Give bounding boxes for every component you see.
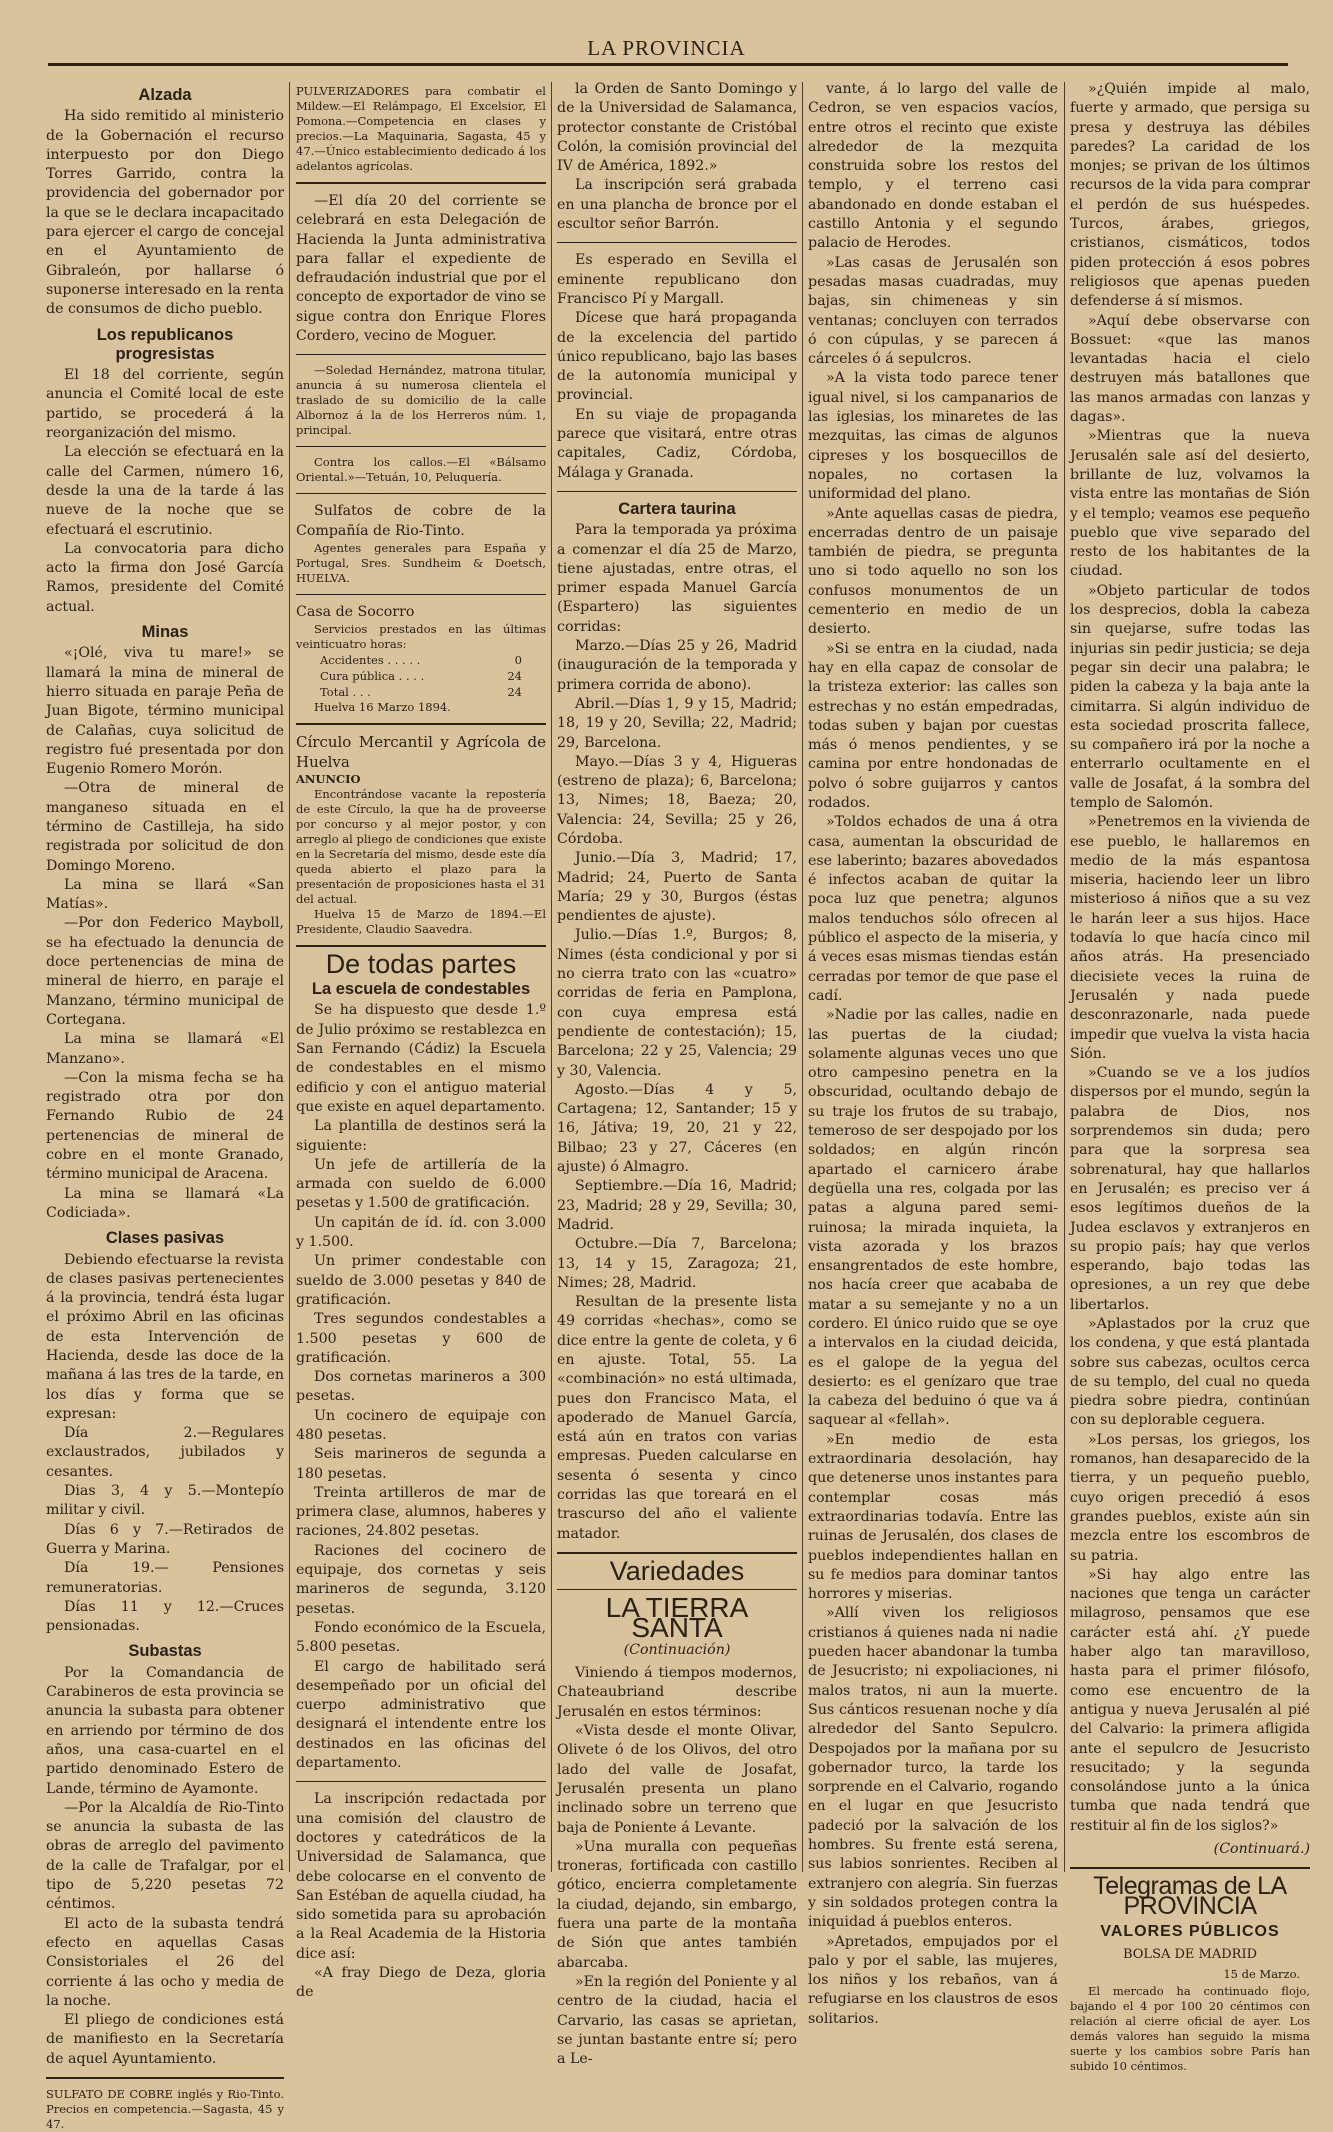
article-title-tierra-santa: LA TIERRA SANTA [605,1592,749,1643]
valores-title: VALORES PÚBLICOS [1100,1922,1280,1940]
column-2 [296,80,546,2001]
article-paragraph: Es esperado en Sevilla el eminente republicano don Francisco Pí y Margall. [557,252,797,307]
article-paragraph: La mina se llamará «El Manzano». [46,1031,284,1067]
article-paragraph: El acto de la subasta tendrá efecto en aquellas Casas Consistoriales el 26 del corriente á las ocho y media de la noche. [46,1915,284,2009]
article-paragraph: Treinta artilleros de mar de primera clase, alumnos, haberes y raciones, 24.802 pesetas. [296,1484,546,1540]
socorro-row [296,684,546,700]
article-paragraph: Junio.—Día 3, Madrid; 17, Madrid; 24, Puerto de Santa María; 29 y 30, Burgos (éstas pendientes de ajuste). [557,850,797,925]
article-paragraph: Para la temporada ya próxima a comenzar el día 25 de Marzo, tiene ajustadas, entre otras, el primer espada Manuel García (Espartero) las siguientes corridas: [557,522,797,635]
section-title-de-todas-partes: De todas partes [325,948,517,979]
section-title-minas: Minas [141,623,189,642]
socorro-date: Huelva 16 Marzo 1894. [314,700,451,715]
article-paragraph: »Si hay algo entre las naciones que tenga un carácter milagroso, pensamos que ese carácter está ahí. ¿Y puede haber algo tan maravilloso, hasta para el primer filósofo, como ese encuentro de la antigua y nueva Jerusalén al pié del Calvario: la primera afligida ante el sepulcro de Jesucristo resucitado; y la segunda consolándose junto a la única tumba que nada tendrá que restituir al fin de los siglos?» [1070,1566,1310,1834]
ad-callos: Contra los callos.—El «Bálsamo Oriental.»—Tetuán, 10, Peluquería. [296,455,546,485]
socorro-intro: Servicios prestados en las últimas veinticuatro horas: [296,622,546,652]
article-paragraph: El pliego de condiciones está de manifiesto en la Secretaría de aquel Ayuntamiento. [46,2012,284,2067]
article-paragraph: Un jefe de artillería de la armada con sueldo de 6.000 pesetas y 1.500 de gratificación. [296,1156,546,1212]
article-paragraph: »Cuando se ve a los judíos dispersos por el mundo, según la palabra de Dios, nos sorprendemos sin duda; pero para que la sorpresa sea sobrenatural, hay que hallarlos en Jerusalén; es preciso ver á esos legítimos dueños de la Judea esclavos y extranjeros en su propio país; hay que verlos esperando, bajo todas las opresiones, a un rey que debe libertarlos. [1070,1065,1310,1313]
article-paragraph: »Aquí debe observarse con Bossuet: «que las manos levantadas hacia el cielo destruyen más batallones que las manos armadas con lanzas y dagas». [1070,312,1310,426]
article-paragraph: En su viaje de propaganda parece que visitará, entre otras capitales, Cadiz, Córdoba, Málaga y Granada. [557,406,797,481]
continuacion-label: (Continuación) [623,1641,731,1658]
article-paragraph: Tres segundos condestables a 1.500 pesetas y 600 de gratificación. [296,1311,546,1366]
article-paragraph: »A la vista todo parece tener igual nivel, si los campanarios de las iglesias, los minaretes de las mezquitas, las cimas de algunos cipreses y los bosquecillos de nopales, no cortasen la uniformidad del plano. [808,370,1058,503]
article-paragraph: Fondo económico de la Escuela, 5.800 pesetas. [296,1619,546,1656]
divider [557,1552,797,1554]
socorro-label: Accidentes . . . . . [320,653,421,668]
article-paragraph: »Nadie por las calles, nadie en las puertas de la ciudad; solamente algunas veces uno que otro campesino penetra en la obscuridad, ocultando debajo de su traje los frutos de su trabajo, temeroso de ser despojado por los soldados; en algún rincón apartado el carnicero árabe degüella una res, colgada por las patas a alguna pared semi-ruinosa; la mirada inquieta, la vista azorada y los brazos ensangrentados de este hombre, nos hacía creer que acababa de matar a su semejante y no a un cordero. El único ruido que se oye a intervalos en la ciudad deicida, es el galope de la yegua del desierto: es el genízaro que trae la cabeza del beduino ó que va á saquear al «fellah». [808,1007,1058,1429]
continuara-label: (Continuará.) [1213,1841,1310,1858]
article-paragraph: »Ante aquellas casas de piedra, encerradas dentro de un paisaje también de piedra, se pregunta uno si todo aquello no son los confusos monumentos de un cementerio en medio de un desierto. [808,505,1058,638]
column-separator [802,82,803,1872]
article-paragraph: La elección se efectuará en la calle del Carmen, número 16, desde la una de la tarde á las nueve de la noche que se efectuará el escrutinio. [46,444,284,538]
article-paragraph: Un cocinero de equipaje con 480 pesetas. [296,1407,546,1443]
article-paragraph: Raciones del cocinero de equipaje, dos cornetas y seis marineros de segunda, 3.120 pesetas. [296,1542,546,1617]
article-paragraph: Abril.—Días 1, 9 y 15, Madrid; 18, 19 y 20, Sevilla; 22, Madrid; 29, Barcelona. [557,695,797,751]
article-paragraph: Días 6 y 7.—Retirados de Guerra y Marina. [46,1521,284,1557]
socorro-label: Cura pública . . . . [320,669,425,684]
article-paragraph: «A fray Diego de Deza, gloria de [296,1965,546,2001]
article-paragraph: »En la región del Poniente y al centro de la ciudad, hacia el Carvario, las casas se aprietan, se juntan bastante entre sí; pero a Le- [557,1973,797,2068]
divider [296,594,546,595]
article-paragraph: El 18 del corriente, según anuncia el Comité local de este partido, se procederá á la reorganización del mismo. [46,367,284,442]
bolsa-date: 15 de Marzo. [1223,1966,1300,1981]
bolsa-text: El mercado ha continuado flojo, bajando el 4 por 100 20 céntimos con relación al cierre oficial de ayer. Los demás valores han seguido la misma suerte y los cambios sobre París han subido 10 céntimos. [1070,1983,1310,2073]
socorro-row [296,652,546,668]
divider [296,723,546,725]
article-paragraph: Octubre.—Día 7, Barcelona; 13, 14 y 15, Zaragoza; 21, Nimes; 28, Madrid. [557,1236,797,1291]
column-1 [46,80,284,2131]
article-paragraph: Seis marineros de segunda a 180 pesetas. [296,1446,546,1482]
divider [296,945,546,947]
article-paragraph: »Las casas de Jerusalén son pesadas masas cuadradas, muy bajas, sin chimeneas y sin ventanas; concluyen con terrados ó con cúpulas, y se parecen á cárceles ó á sepulcros. [808,254,1058,368]
ad-sulfatos-rio-tinto: Sulfatos de cobre de la Compañía de Rio-Tinto. [296,503,546,539]
column-5 [1070,80,1310,2073]
article-paragraph: —El día 20 del corriente se celebrará en esta Delegación de Hacienda la Junta administrativa para fallar el expediente de defraudación industrial que por el concepto de exportador de vino se sigue contra don Enrique Flores Cordero, vecino de Moguer. [296,193,546,345]
anuncio-text: Encontrándose vacante la repostería de este Círculo, la que ha de proveerse por concurso y al mejor postor, y con arreglo al pliego de condiciones que existe en la Secretaría del mismo, desde este día queda abierto el plazo para la presentación de proposiciones hasta el 31 del actual. [296,786,546,906]
article-paragraph: »Toldos echados de una á otra casa, aumentan la obscuridad de ese laberinto; bazares abovedados é infectos acaban de quitar la poca luz que penetra; algunos malos tenduchos sólo ofrecen al público el aspecto de la miseria, y á veces esas mismas tiendas están cerradas por temor de que pase el cadí. [808,814,1058,1004]
article-paragraph: Días 11 y 12.—Cruces pensionadas. [46,1598,284,1635]
masthead: LA PROVINCIA [587,36,746,60]
article-paragraph: «Vista desde el monte Olivar, Olivete ó de los Olivos, del otro lado del valle de Josafat, Jerusalén presenta un plano inclinado sobre un terreno que baja de Poniente á Levante. [557,1723,797,1836]
section-title-escuela: La escuela de condestables [311,980,531,999]
article-paragraph: Resultan de la presente lista 49 corridas «hechas», como se dice entre la gente de coleta, y 6 en ajuste. Total, 55. La «combinación» no está ultimada, pues don Francisco Mata, el apoderado de Manuel García, está aún en tratos con varias empresas. Pueden calcularse en sesenta ó sesenta y cinco corridas las que toreará en el trascurso del año el valiente matador. [557,1294,797,1542]
section-title-subastas: Subastas [128,1642,202,1661]
divider [557,1589,797,1590]
article-paragraph: «¡Olé, viva tu mare!» se llamará la mina de mineral de hierro situada en paraje Peña de Juan Bigote, término municipal de Calañas, cuya solicitud de registro fué presentada por don Eugenio Romero Morón. [46,645,284,778]
socorro-value: 24 [507,685,522,700]
divider [296,354,546,355]
article-paragraph: —Otra de mineral de manganeso situada en el término de Castilleja, ha sido registrada por solicitud de don Domingo Moreno. [46,780,284,874]
article-paragraph: Ha sido remitido al ministerio de la Gobernación el recurso interpuesto por don Diego Torres Garrido, contra la providencia del gobernador por la que se le declara incapacitado para ejercer el cargo de concejal en el Ayuntamiento de Gibraleón, por hallarse ó suponerse interesado en la renta de consumos de dicho pueblo. [46,108,284,318]
socorro-row [296,668,546,684]
divider [1070,1867,1310,1869]
socorro-value: 24 [507,669,522,684]
divider [296,446,546,447]
article-paragraph: »Objeto particular de todos los desprecios, dobla la cabeza sin quejarse, sufre todas las injurias sin pedir justicia; se deja pegar sin decir una palabra; le piden la cabeza y la baja ante la cimitarra. Si algún individuo de esta sociedad proscrita fallece, su compañero irá por la noche a enterrarlo ocultamente en el valle de Josafat, á la sombra del templo de Salomón. [1070,582,1310,811]
article-paragraph: Mayo.—Días 3 y 4, Higueras (estreno de plaza); 6, Barcelona; 13, Nimes; 18, Baeza; 20, Valencia: 24, Sevilla; 25 y 26, Córdoba. [557,753,797,847]
article-paragraph: Marzo.—Días 25 y 26, Madrid (inauguración de la temporada y primera corrida de abono). [557,638,797,693]
divider [296,182,546,184]
section-title-cartera-taurina: Cartera taurina [618,499,736,518]
article-paragraph: »Aplastados por la cruz que los condena, y que está plantada sobre sus cabezas, ocultos cerca de su templo, del cual no queda piedra sobre piedra, continúan con su deplorable ceguera. [1070,1316,1310,1429]
column-separator [1064,82,1065,1872]
article-paragraph: »Allí viven los religiosos cristianos á quienes nada ni nadie pueden hacer abandonar la tumba de Jesucristo; ni expoliaciones, ni malos tratos, ni aun la muerte. Sus cánticos resuenan noche y día alrededor del Santo Sepulcro. Despojados por la mañana por su gobernador turco, la tarde los sorprende en el Calvario, rogando en el lugar en que Jesucristo padeció por la salvación de los hombres. Su frente está serena, sus labios sonrientes. Reciben al extranjero con alegría. Sin fuerzas y sin soldados protegen contra la iniquidad á pueblos enteros. [808,1605,1058,1931]
bolsa-title: BOLSA DE MADRID [1122,1947,1258,1963]
circulo-title: Círculo Mercantil y Agrícola de Huelva [296,733,546,771]
article-paragraph: Día 19.— Pensiones remuneratorias. [46,1560,284,1596]
anuncio-signature: Huelva 15 de Marzo de 1894.—El Presidente, Claudio Saavedra. [296,906,546,936]
section-title-clases-pasivas: Clases pasivas [105,1229,225,1248]
article-paragraph: Julio.—Días 1.º, Burgos; 8, Nimes (ésta condicional y por si no cierra trato con las «cuatro» corridas de feria en Pamplona, con cuya empresa está pendiente de contestación); 15, Barcelona; 22 y 25, Valencia; 29 y 30, Valencia. [557,927,797,1079]
masthead-rule [48,63,1288,66]
article-paragraph: —Por la Alcaldía de Rio-Tinto se anuncia la subasta de las obras de arreglo del pavimento de la calle de Trafalgar, por el tipo de 5,220 pesetas 72 céntimos. [46,1799,284,1913]
section-title-republicanos: Los republicanos progresistas [96,325,234,363]
article-paragraph: La plantilla de destinos será la siguiente: [296,1118,546,1154]
divider [557,242,797,243]
article-paragraph: —Con la misma fecha se ha registrado otra por don Fernando Rubio de 24 pertenencias de mineral de cobre en el monte Granado, término municipal de Aracena. [46,1069,284,1183]
section-title-variedades: Variedades [609,1555,745,1586]
article-paragraph: »Apretados, empujados por el palo y por el sable, las mujeres, los niños y los rebaños, van á refugiarse en los claustros de esos solitarios. [808,1933,1058,2027]
column-3 [557,80,797,2068]
article-paragraph: Dos cornetas marineros a 300 pesetas. [296,1369,546,1405]
socorro-label: Total . . . [320,685,371,700]
article-paragraph: La inscripción redactada por una comisión del claustro de doctores y catedráticos de la Universidad de Salamanca, que debe colocarse en el convento de San Estéban de aquella ciudad, ha sido sometida para su aprobación a la Real Academia de la Historia dice así: [296,1791,546,1962]
article-paragraph: Viniendo á tiempos modernos, Chateaubriand describe Jerusalén en estos términos: [557,1665,797,1720]
article-paragraph: La convocatoria para dicho acto la firma don José García Ramos, presidente del Comité actual. [46,540,284,615]
article-paragraph: Agosto.—Días 4 y 5, Cartagena; 12, Santander; 15 y 16, Játiva; 19, 20, 21 y 22, Bilbao; 23 y 27, Cáceres (en ajuste) ó Almagro. [557,1081,797,1176]
article-paragraph: »Si se entra en la ciudad, nada hay en ella capaz de consolar de la tristeza exterior: las calles son estrechas y no están empedradas, todas suben y bajan por cuestas más ó menos pendientes, y se camina por entre hondonadas de polvo ó sobre guijarros y cantos rodados. [808,640,1058,811]
article-paragraph: La mina se llamará «La Codiciada». [46,1185,284,1221]
article-paragraph: Día 2.—Regulares exclaustrados, jubilados y cesantes. [46,1425,284,1480]
article-paragraph: Dias 3, 4 y 5.—Montepío militar y civil. [46,1483,284,1519]
column-4 [808,80,1058,2027]
article-paragraph: Septiembre.—Día 16, Madrid; 23, Madrid; 28 y 29, Sevilla; 30, Madrid. [557,1178,797,1233]
article-paragraph: —Soledad Hernández, matrona titular, anuncia á su numerosa clientela el traslado de su domicilio de la calle Albornoz á la de los Herreros núm. 1, principal. [296,363,546,438]
article-paragraph: »En medio de esta extraordinaria desolación, hay que detenerse unos instantes para contemplar cosas más extraordinarias todavía. Entre las ruinas de Jerusalén, dos clases de pueblos independientes hallan en su fe medios para dominar tantos horrores y miserias. [808,1431,1058,1603]
article-paragraph: vante, á lo largo del valle de Cedron, se ven espacios vacíos, entre otros el recinto que existe alrededor de la mezquita construida sobre los restos del templo, y el terreno casi abandonado en donde estaban el castillo Antonia y el segundo palacio de Herodes. [808,81,1058,252]
article-paragraph: »Una muralla con pequeñas troneras, fortificada con castillo gótico, encierra completamente la ciudad, dejando, sin embargo, fuera una parte de la montaña de Sión que antes también abarcaba. [557,1838,797,1971]
socorro-value: 0 [514,653,522,668]
anuncio-title: ANUNCIO [296,771,361,786]
article-paragraph: La mina se llará «San Matías». [46,876,284,913]
article-paragraph: Se ha dispuesto que desde 1.º de Julio próximo se restablezca en San Fernando (Cádiz) la Escuela de condestables en el mismo edificio y con el antiguo material que existe en aquel departamento. [296,1002,546,1115]
article-paragraph: El cargo de habilitado será desempeñado por un oficial del cuerpo administrativo que designará el intendente entre los destinados en las oficinas del departamento. [296,1658,546,1772]
ad-pulverizadores: PULVERIZADORES para combatir el Mildew.—El Relámpago, El Excelsior, El Pomona.—Competencia en clases y precios.—La Maquinaria, Sagasta, 45 y 47.—Único establecimiento dedicado á los adelantos agrícolas. [296,84,546,173]
column-separator [551,82,552,1872]
article-paragraph: Un primer condestable con sueldo de 3.000 pesetas y 840 de gratificación. [296,1253,546,1308]
section-title-telegramas: Telegramas de LA PROVINCIA [1093,1872,1287,1920]
article-paragraph: Debiendo efectuarse la revista de clases pasivas pertenecientes á la provincia, tendrá ésta lugar el próximo Abril en las oficinas de esta Intervención de Hacienda, desde las doce de la mañana á las tres de la tarde, en los días y forma que se expresan: [46,1251,284,1422]
article-paragraph: la Orden de Santo Domingo y de la Universidad de Salamanca, protector constante de Cristóbal Colón, la comisión provincial del IV de América, 1892.» [557,81,797,175]
article-paragraph: Dícese que hará propaganda de la excelencia del partido único republicano, bajo las bases de la autonomía municipal y provincial. [557,310,797,404]
article-paragraph: »Los persas, los griegos, los romanos, han desaparecido de la tierra, y un pequeño pueblo, cuyo origen precedió á esos grandes pueblos, existe aún sin mezcla entre los escombros de su patria. [1070,1431,1310,1564]
section-title-alzada: Alzada [138,86,192,104]
section-title-casa-socorro: Casa de Socorro [296,603,415,620]
article-paragraph: Un capitán de íd. íd. con 3.000 y 1.500. [296,1214,546,1251]
article-paragraph: »¿Quién impide al malo, fuerte y armado, que persiga su presa y destruya las débiles paredes? La caridad de los monjes; se privan de los últimos recursos de la vida para comprar el perdón de sus huéspedes. Turcos, árabes, griegos, cristianos, cismáticos, todos piden protección á esos pobres religiosos que apenas pueden defenderse á sí mismos. [1070,81,1310,310]
ad-agentes: Agentes generales para España y Portugal, Sres. Sundheim & Doetsch, HUELVA. [296,540,546,585]
article-paragraph: La inscripción será grabada en una plancha de bronce por el escultor señor Barrón. [557,177,797,233]
article-paragraph: Por la Comandancia de Carabineros de esta provincia se anuncia la subasta para obtener en arriendo por término de dos años, una casa-cuartel en el partido denominado Estero de Lande, término de Ayamonte. [46,1664,284,1797]
divider [557,491,797,492]
article-paragraph: »Penetremos en la vivienda de ese pueblo, le hallaremos en medio de la más espantosa miseria, haciendo leer un libro misterioso á niños que a su vez le harán leer a sus hijos. Hace todavía lo que hacía cinco mil años atrás. Ha presenciado diecisiete veces la ruina de Jerusalén y nada puede desconrazonarle, nada puede impedir que vuelva la vista hacia Sión. [1070,814,1310,1062]
divider [46,2077,284,2079]
column-separator [289,82,290,1872]
divider [296,1781,546,1782]
divider [296,493,546,494]
article-paragraph: —Por don Federico Mayboll, se ha efectuado la denuncia de doce pertenencias de mina de mineral de hierro, en paraje el Manzano, término municipal de Cortegana. [46,915,284,1028]
article-paragraph: »Mientras que la nueva Jerusalén sale así del desierto, brillante de luz, volvamos la vista entre las montañas de Sión y el templo; veamos ese pequeño pueblo que vive separado del resto de los habitantes de la ciudad. [1070,428,1310,580]
ad-sulfato-cobre: SULFATO DE COBRE inglés y Rio-Tinto. Precios en competencia.—Sagasta, 45 y 47. [46,2086,284,2131]
